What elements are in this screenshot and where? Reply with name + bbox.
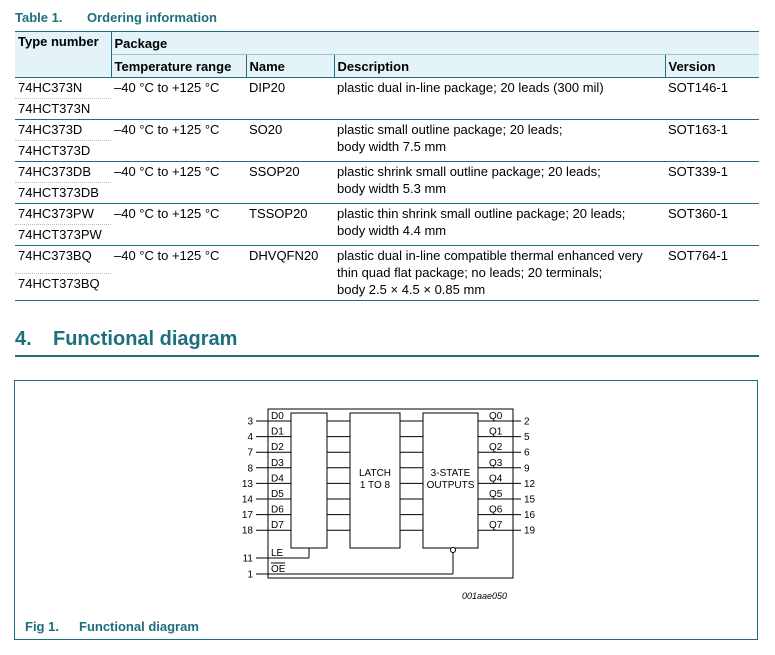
description-line: plastic small outline package; 20 leads; <box>337 122 563 137</box>
input-pin-number: 3 <box>247 416 253 428</box>
figure-caption <box>25 619 199 634</box>
output-pin-number: 6 <box>524 447 530 459</box>
input-pin-label: D4 <box>271 473 284 485</box>
package-name-cell: DHVQFN20 <box>246 246 334 301</box>
figure-number: Fig 1. <box>25 619 59 634</box>
type-number-cell: 74HC373D <box>15 120 111 141</box>
output-pin-number: 12 <box>524 478 536 490</box>
type-number-cell: 74HCT373PW <box>15 225 111 246</box>
table-row <box>15 78 759 99</box>
type-number-cell: 74HCT373D <box>15 141 111 162</box>
section-number: 4. <box>15 328 32 350</box>
output-pin-number: 19 <box>524 525 536 537</box>
latch-label: LATCH <box>358 468 392 479</box>
output-pin-label: Q3 <box>489 457 503 469</box>
description-cell <box>334 246 665 301</box>
header-package: Package <box>111 32 759 55</box>
type-number-cell: 74HC373PW <box>15 204 111 225</box>
temperature-cell: –40 °C to +125 °C <box>111 78 246 120</box>
table-row <box>15 120 759 141</box>
description-cell <box>334 120 665 162</box>
temperature-cell: –40 °C to +125 °C <box>111 120 246 162</box>
output-pin-label: Q1 <box>489 426 503 438</box>
functional-diagram <box>15 381 757 613</box>
description-cell <box>334 162 665 204</box>
section-title: Functional diagram <box>53 328 238 350</box>
description-line: plastic thin shrink small outline package; 20 leads; <box>337 206 626 221</box>
version-cell: SOT146-1 <box>665 78 759 120</box>
table-subheader-row <box>15 55 759 78</box>
input-pin-label: D0 <box>271 411 284 422</box>
le-pin-number: 11 <box>242 553 253 565</box>
oe-pin-number: 1 <box>247 569 253 581</box>
input-pin-number: 13 <box>241 478 253 490</box>
type-number-cell: 74HC373DB <box>15 162 111 183</box>
table-number: Table 1. <box>15 10 63 25</box>
output-pin-label: Q0 <box>489 411 503 422</box>
description-line: body 2.5 × 4.5 × 0.85 mm <box>337 282 486 297</box>
input-pin-label: D2 <box>271 442 284 454</box>
input-pin-number: 8 <box>247 463 253 475</box>
header-description: Description <box>334 55 665 78</box>
temperature-cell: –40 °C to +125 °C <box>111 246 246 301</box>
package-name-cell: DIP20 <box>246 78 334 120</box>
output-pin-label: Q7 <box>489 520 503 532</box>
description-line: thin quad flat package; no leads; 20 terminals; <box>337 265 603 280</box>
version-cell: SOT360-1 <box>665 204 759 246</box>
input-pin-number: 4 <box>247 432 253 444</box>
package-name-cell: SSOP20 <box>246 162 334 204</box>
latch-label: 1 TO 8 <box>359 480 391 491</box>
type-number-cell: 74HC373N <box>15 78 111 99</box>
header-version: Version <box>665 55 759 78</box>
description-line: body width 4.4 mm <box>337 223 447 238</box>
type-number-cell: 74HC373BQ <box>15 246 111 274</box>
input-pin-label: D1 <box>271 426 284 438</box>
output-pin-number: 5 <box>524 432 530 444</box>
table-caption <box>15 10 217 25</box>
input-pin-label: D6 <box>271 504 284 516</box>
table-header-row <box>15 32 759 55</box>
output-pin-label: Q5 <box>489 489 503 500</box>
type-number-cell: 74HCT373BQ <box>15 273 111 301</box>
table-row <box>15 162 759 183</box>
description-line: body width 5.3 mm <box>337 181 447 196</box>
description-cell <box>334 78 665 120</box>
input-pin-label: D5 <box>271 489 284 500</box>
oe-pin-label: OE <box>271 564 286 575</box>
table-row <box>15 246 759 274</box>
output-pin-number: 2 <box>524 416 530 428</box>
type-number-cell: 74HCT373DB <box>15 183 111 204</box>
description-line: body width 7.5 mm <box>337 139 447 154</box>
table-row <box>15 204 759 225</box>
table-body <box>15 78 759 301</box>
ordering-table <box>15 31 759 301</box>
description-line: plastic dual in-line compatible thermal enhanced very <box>337 248 643 263</box>
table-title: Ordering information <box>87 10 217 25</box>
output-pin-label: Q4 <box>489 473 503 485</box>
description-line: plastic shrink small outline package; 20 leads; <box>337 164 601 179</box>
section-heading <box>15 328 759 357</box>
package-name-cell: TSSOP20 <box>246 204 334 246</box>
figure-title: Functional diagram <box>79 619 199 634</box>
output-block-label: 3-STATE <box>430 468 471 479</box>
input-pin-number: 18 <box>241 525 253 537</box>
input-pin-number: 17 <box>241 510 253 522</box>
input-buffer-block <box>291 413 327 548</box>
output-pin-label: Q6 <box>489 504 503 516</box>
input-pin-label: D7 <box>271 520 284 532</box>
figure-box <box>14 380 758 640</box>
description-cell <box>334 204 665 246</box>
header-type-number: Type number <box>15 32 111 78</box>
version-cell: SOT163-1 <box>665 120 759 162</box>
temperature-cell: –40 °C to +125 °C <box>111 162 246 204</box>
input-pin-label: D3 <box>271 457 284 469</box>
temperature-cell: –40 °C to +125 °C <box>111 204 246 246</box>
input-pin-number: 14 <box>241 494 253 506</box>
input-pin-number: 7 <box>247 447 253 459</box>
header-name: Name <box>246 55 334 78</box>
output-block-label: OUTPUTS <box>426 480 475 491</box>
version-cell: SOT339-1 <box>665 162 759 204</box>
device-outline <box>268 409 513 578</box>
package-name-cell: SO20 <box>246 120 334 162</box>
oe-inversion-bubble <box>451 548 456 553</box>
le-pin-label: LE <box>271 548 284 559</box>
figure-code: 001aae050 <box>461 591 507 601</box>
output-pin-number: 16 <box>524 510 536 522</box>
output-pin-number: 15 <box>524 494 536 506</box>
type-number-cell: 74HCT373N <box>15 99 111 120</box>
description-line: plastic dual in-line package; 20 leads (300 mil) <box>337 80 604 95</box>
header-temperature-range: Temperature range <box>111 55 246 78</box>
output-pin-label: Q2 <box>489 442 503 454</box>
output-pin-number: 9 <box>524 463 530 475</box>
version-cell: SOT764-1 <box>665 246 759 301</box>
